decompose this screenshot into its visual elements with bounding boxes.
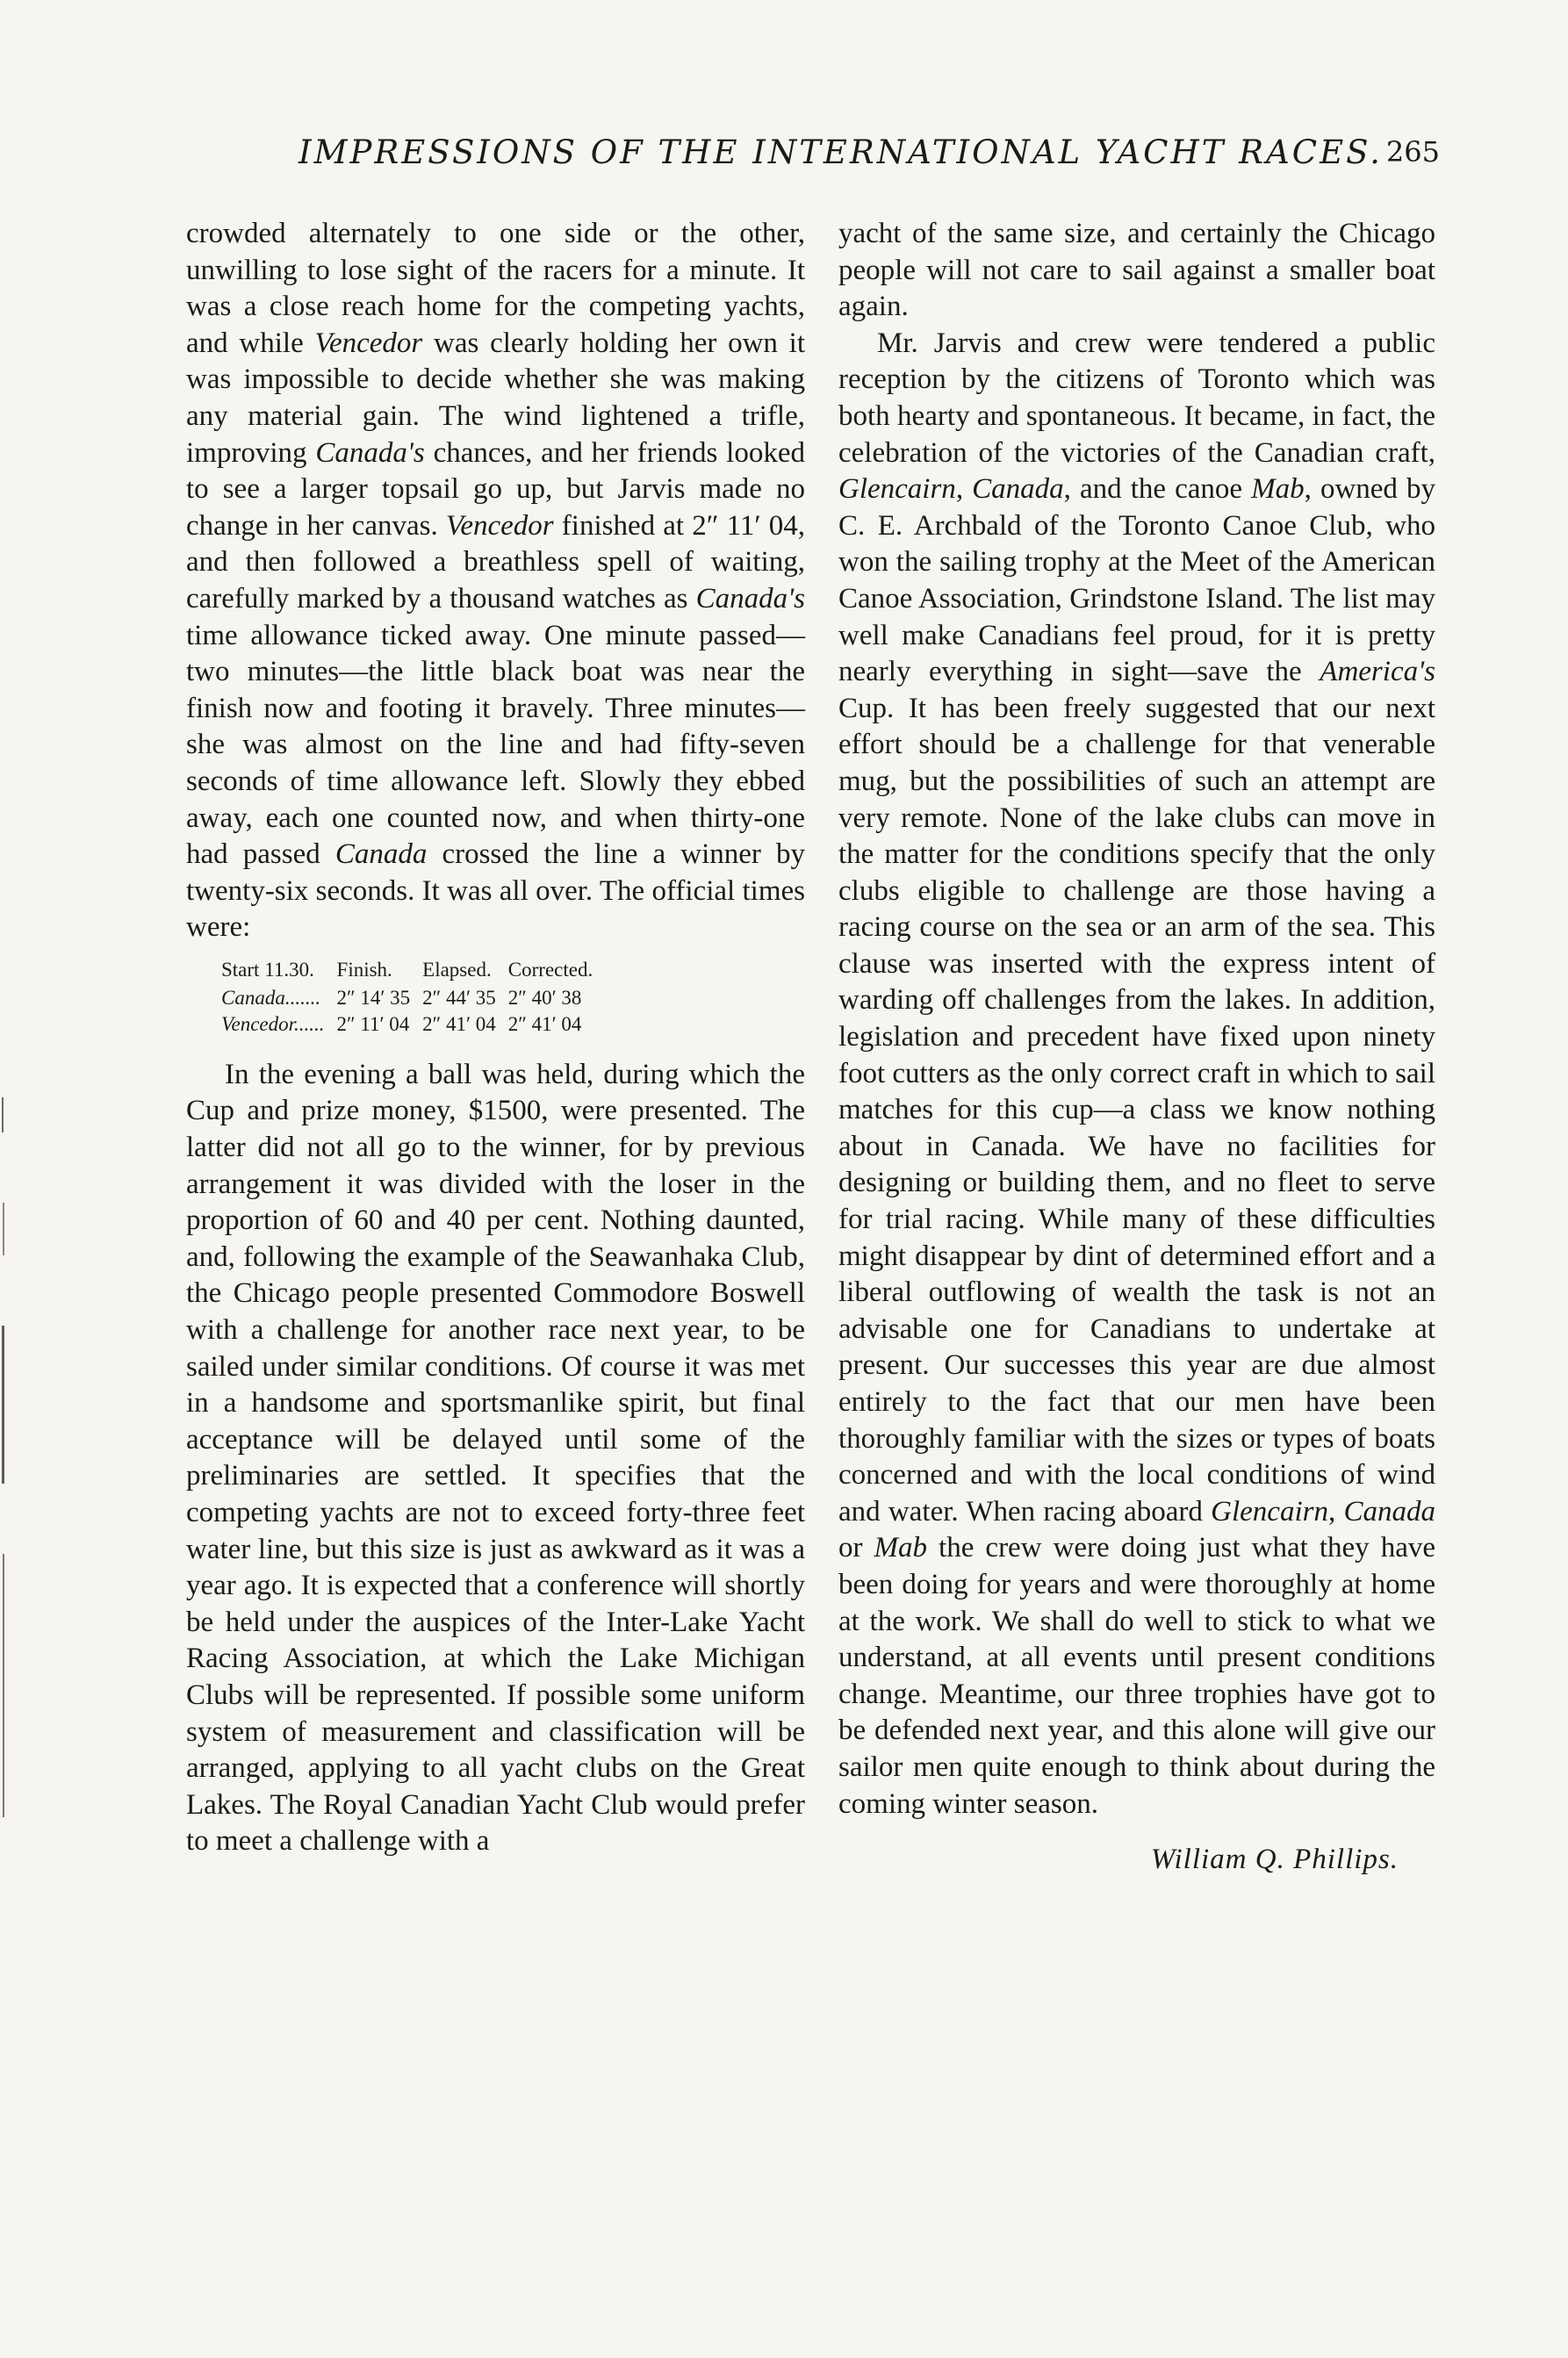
scan-mark [2,1097,4,1132]
author-signature: William Q. Phillips. [1150,1844,1399,1876]
page-number: 265 [1385,135,1440,169]
right-paragraph-1: yacht of the same size, and certainly the Chicago people will not care to sail against a smaller boat again. [838,218,1435,323]
table-header-start: Start 11.30. [221,958,314,981]
official-times-table [221,957,605,1038]
table-cell-elapsed: 2″ 44′ 35 [422,986,496,1009]
page-header [298,133,1440,186]
table-row [221,1011,605,1038]
table-cell-finish: 2″ 11′ 04 [336,1012,410,1035]
left-paragraph-2: In the evening a ball was held, during which the Cup and prize money, $1500, were presented. The latter did not all go to the winner, for by previous arrangement it was divided with the loser in the proportion of 60 and 40 per cent. Nothing daunted, and, following the example of the Seawanhaka Club, the Chicago people presented Commodore Boswell with a challenge for another race next year, to be sailed under similar conditions. Of course it was met in a handsome and sportsmanlike spirit, but final acceptance will be delayed until some of the preliminaries are settled. It specifies that the competing yachts are not to exceed forty-three feet water line, but this size is just as awkward as it was a year ago. It is expected that a conference will shortly be held under the auspices of the Inter-Lake Yacht Racing Association, at which the Lake Michigan Clubs will be represented. If possible some uniform system of measurement and classification will be arranged, applying to all yacht clubs on the Great Lakes. The Royal Canadian Yacht Club would prefer to meet a challenge with a [186,1058,805,1858]
scan-mark [3,1554,4,1817]
table-cell-yacht: Vencedor...... [221,1012,325,1035]
left-paragraph-1: crowded alternately to one side or the other, unwilling to lose sight of the racers for a minute. It was a close reach home for the competing yachts, and while Vencedor was clearly holding her own it was impossible to decide whether she was making any material gain. The wind lightened a trifle, improving Canada's chances, and her friends looked to see a larger topsail go up, but Jarvis made no change in her canvas. Vencedor finished at 2″ 11′ 04, and then followed a breathless spell of waiting, carefully marked by a thousand watches as Canada's time allowance ticked away. One minute passed—two minutes—the little black boat was near the finish now and footing it bravely. Three minutes—she was almost on the line and had fifty-seven seconds of time allowance left. Slowly they ebbed away, each one counted now, and when thirty-one had passed Canada crossed the line a winner by twenty-six seconds. It was all over. The official times were: [186,218,805,944]
table-cell-yacht: Canada....... [221,986,321,1009]
table-header-finish: Finish. [336,958,392,981]
table-cell-finish: 2″ 14′ 35 [336,986,411,1009]
table-cell-elapsed: 2″ 41′ 04 [422,1012,496,1035]
right-paragraph-2: Mr. Jarvis and crew were tendered a public reception by the citizens of Toronto which was both hearty and spontaneous. It became, in fact, the celebration of the victories of the Canadian craft, Glencairn, Canada, and the canoe Mab, owned by C. E. Archbald of the Toronto Canoe Club, who won the sailing trophy at the Meet of the American Canoe Association, Grindstone Island. The list may well make Canadians feel proud, for it is pretty nearly everything in sight—save the America's Cup. It has been freely suggested that our next effort should be a challenge for that venerable mug, but the possibilities of such an attempt are very remote. None of the lake clubs can move in the matter for the conditions specify that the only clubs eligible to challenge are those having a racing course on the sea or an arm of the sea. This clause was inserted with the express intent of warding off challenges from the lakes. In addition, legislation and precedent have fixed upon ninety foot cutters as the only correct craft in which to sail matches for this cup—a class we know nothing about in Canada. We have no facilities for designing or building them, and no fleet to serve for trial racing. While many of these difficulties might disappear by dint of determined effort and a liberal outflowing of wealth the task is not an advisable one for Canadians to undertake at present. Our successes this year are due almost entirely to the fact that our men have been thoroughly familiar with the sizes or types of boats concerned and with the local conditions of wind and water. When racing aboard Glencairn, Canada or Mab the crew were doing just what they have been doing for years and were thoroughly at home at the work. We shall do well to stick to what we understand, at all events until present conditions change. Meantime, our three trophies have got to be defended next year, and this alone will give our sailor men quite enough to think about during the coming winter season. [838,327,1436,1820]
table-header-corrected: Corrected. [507,958,593,981]
table-row [221,985,605,1011]
table-cell-corrected: 2″ 41′ 04 [507,1012,582,1035]
table-cell-corrected: 2″ 40′ 38 [507,986,582,1009]
right-column [838,216,1435,1879]
left-column [186,216,805,1860]
table-header-elapsed: Elapsed. [422,958,492,981]
table-header-row [221,957,605,985]
running-title: IMPRESSIONS OF THE INTERNATIONAL YACHT RACES. [298,133,1383,171]
scan-mark [2,1326,4,1484]
scan-mark [3,1203,4,1255]
scan-margin-marks [0,1097,11,1887]
